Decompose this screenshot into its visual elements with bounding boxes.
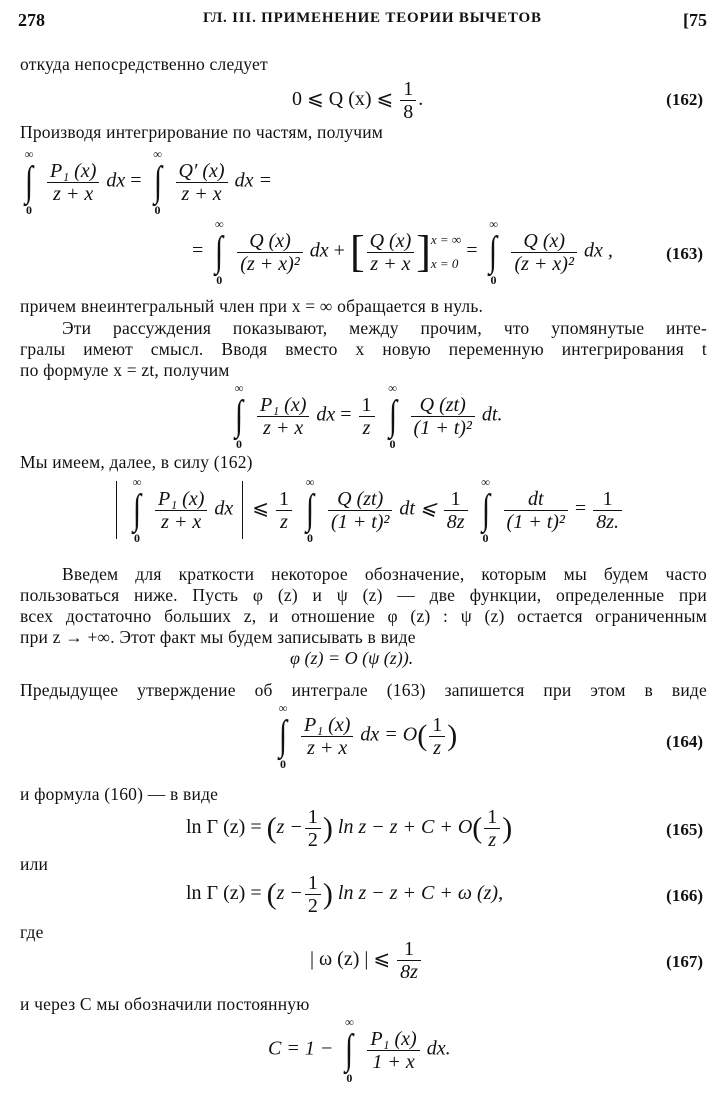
equation-167: | ω (z) | ⩽ $\frac{1}{8z}$ <box>310 938 423 983</box>
paragraph-line: пользоваться ниже. Пусть φ (z) и ψ (z) — две функции, определенные при <box>20 585 707 605</box>
paragraph-line: всех достаточно больших z, и отношение φ (z) : ψ (z) остается ограниченным <box>20 606 707 626</box>
paragraph-line: гралы имеют смысл. Вводя вместо x новую переменную интегрирования t <box>20 339 707 359</box>
equation-number: (164) <box>666 732 703 751</box>
equation-164: ∞ ∫ 0 $\frac{\text{P₁ (x)}}{z + x}$ dx = O( $\frac{1}{z}$ ) <box>278 701 458 771</box>
paragraph-line: или <box>20 854 49 874</box>
paragraph-line: по формуле x = zt, получим <box>20 360 230 380</box>
paragraph-line: откуда непосредственно следует <box>20 54 268 74</box>
section-number: [75 <box>683 10 707 30</box>
equation-number: (167) <box>666 952 703 971</box>
paragraph-line: и формула (160) — в виде <box>20 784 219 804</box>
paragraph-line: Мы имеем, далее, в силу (162) <box>20 452 253 472</box>
equation-163-line1: ∞ ∫ 0 $\frac{\text{P₁ (x)}}{z + x}$ dx = ∞ ∫ 0 $\frac{Q' (x)}{z + x}$ dx = <box>24 147 272 217</box>
paragraph-line: и через C мы обозначили постоянную <box>20 994 310 1014</box>
equation-162: 0 ⩽ Q (x) ⩽ $\frac{1}{8}$ . <box>292 78 424 123</box>
paragraph-line: Введем для краткости некоторое обозначение, которым мы будем часто <box>62 564 707 584</box>
equation-number: (163) <box>666 244 703 263</box>
equation-number: (166) <box>666 886 703 905</box>
paragraph-line: Производя интегрирование по частям, получим <box>20 122 384 142</box>
equation-number: (165) <box>666 820 703 839</box>
equation-166: ln Γ (z) = (z − $\frac{1}{2}$ ) ln z − z + C + ω (z), <box>186 872 504 917</box>
paragraph-line: Эти рассуждения показывают, между прочим, что упомянутые инте- <box>62 318 707 338</box>
page-number: 278 <box>18 10 45 30</box>
equation-estimate: ∞ ∫ 0 $\frac{\text{P₁ (x)}}{z + x}$ dx ⩽ $\frac{1}{z}$ ∞ ∫ 0 $\frac{Q (zt)}{\text{(1 + t)²}}$ dt ⩽ $\frac{1}{8z}$ ∞ ∫ 0 $\frac{dt}{\text{(1 + t)²}}$ = $\frac{1}{8z.}$ <box>112 476 624 544</box>
equation-number: (162) <box>666 90 703 109</box>
equation-substitution: ∞ ∫ 0 $\frac{\text{P₁ (x)}}{z + x}$ dx = $\frac{1}{z}$ ∞ ∫ 0 $\frac{Q (zt)}{\text{(1 + t)²}}$ dt. <box>234 381 503 451</box>
paragraph-line: Предыдущее утверждение об интеграле (163) запишется при этом в виде <box>20 680 707 700</box>
equation-constant-c: C = 1 − ∞ ∫ 0 $\frac{\text{P₁ (x)}}{1 + x}$ dx. <box>268 1015 451 1085</box>
equation-big-o-definition: φ (z) = O (ψ (z)). <box>290 648 414 668</box>
chapter-title: ГЛ. III. ПРИМЕНЕНИЕ ТЕОРИИ ВЫЧЕТОВ <box>203 10 542 26</box>
equation-165: ln Γ (z) = (z − $\frac{1}{2}$ ) ln z − z + C + O( $\frac{1}{z}$ ) <box>186 806 513 851</box>
paragraph-line: причем внеинтегральный член при x = ∞ обращается в нуль. <box>20 296 484 316</box>
equation-163-line2: = ∞ ∫ 0 $\frac{Q (x)}{\text{(z + x)²}}$ dx + [ $\frac{Q (x)}{z + x}$ ] x = ∞ x = 0 = ∞ ∫ 0 $\frac{Q (x)}{\text{(z + x)²}}$ dx , <box>192 217 613 287</box>
paragraph-line: где <box>20 922 44 942</box>
paragraph-line: при z → +∞. Этот факт мы будем записывать в виде <box>20 627 416 647</box>
